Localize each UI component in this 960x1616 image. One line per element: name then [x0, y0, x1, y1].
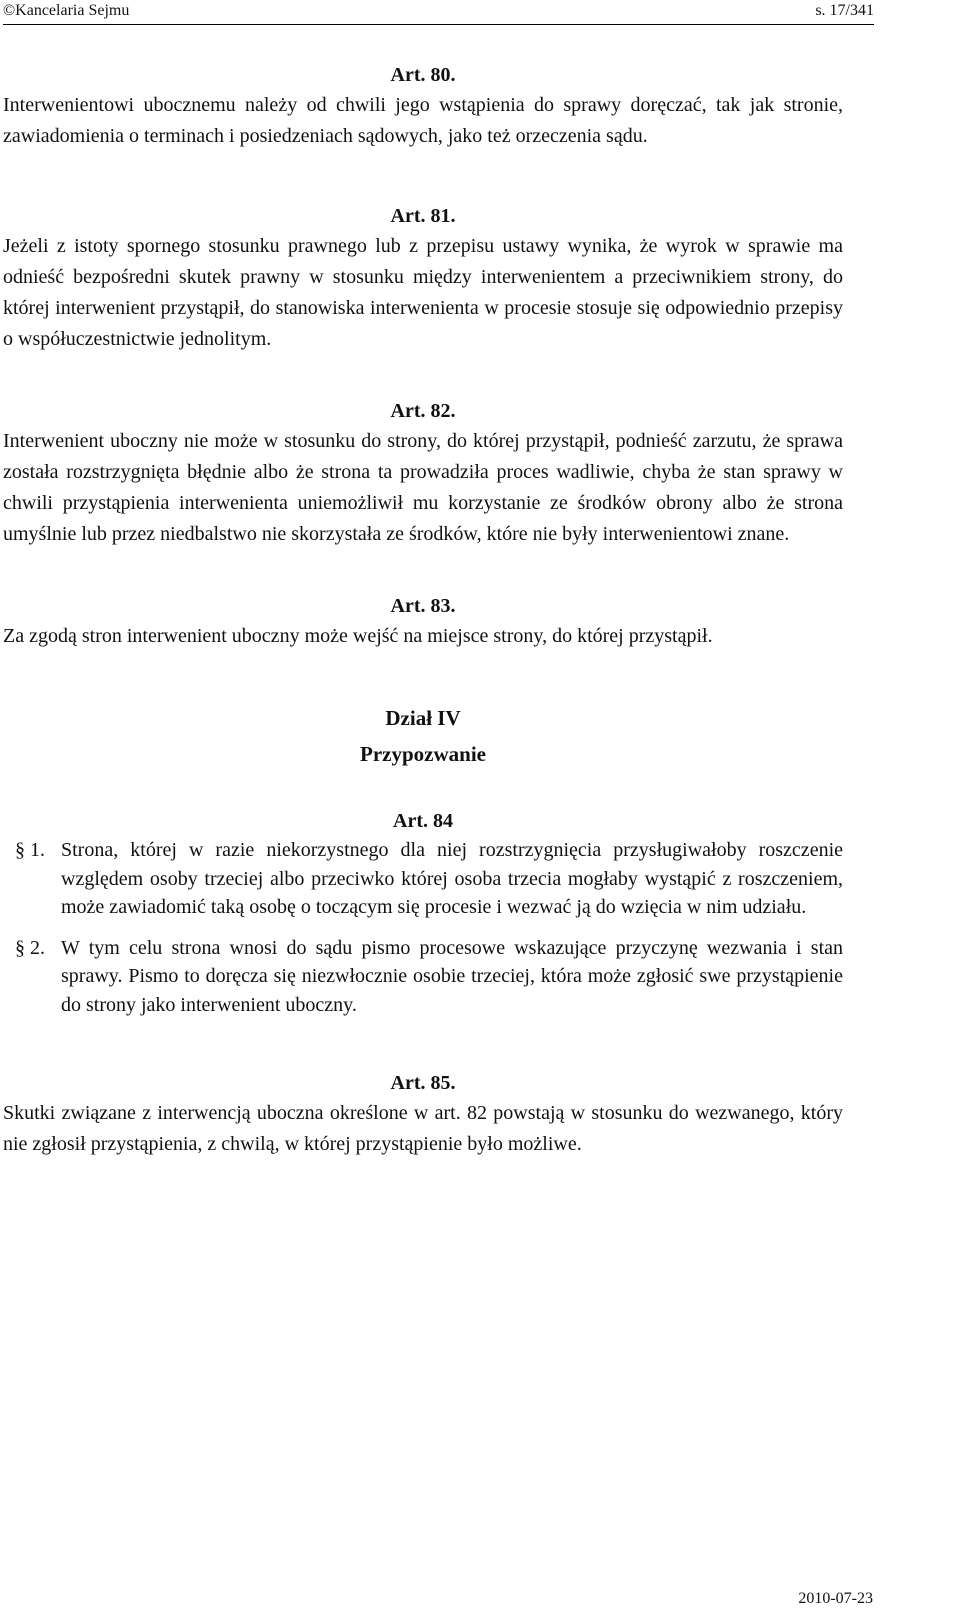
article-title: Art. 82. [390, 400, 456, 422]
header-page-number: s. 17/341 [815, 2, 874, 19]
article-85 [3, 1068, 843, 1160]
paragraph-number: § 2. [15, 936, 45, 959]
paragraph-text: W tym celu strona wnosi do sądu pismo procesowe wskazujące przyczynę wezwania i stan sprawy. Pismo to doręcza się niezwłocznie osobie trzeciej, która może zgłosić swe przystąpienie do strony jako interwenient uboczny. [61, 936, 843, 1016]
article-83 [3, 591, 843, 652]
article-text: Skutki związane z interwencją uboczna określone w art. 82 powstają w stosunku do wezwanego, który nie zgłosił przystąpienia, z chwilą, w której przystąpienie było możliwe. [3, 1102, 843, 1155]
article-text: Za zgodą stron interwenient uboczny może wejść na miejsce strony, do której przystąpił. [3, 625, 713, 647]
chapter-heading [3, 700, 843, 772]
page-header [3, 0, 874, 25]
article-title: Art. 83. [390, 595, 456, 617]
chapter-number: Dział IV [385, 706, 461, 730]
article-text: Interwenient uboczny nie może w stosunku do strony, do której przystąpił, podnieść zarzutu, że sprawa została rozstrzygnięta błędnie albo że strona ta prowadziła proces wadliwie, chyba że stan sprawy w chwili przystąpienia interwenienta uniemożliwił mu korzystanie ze środków obrony albo że strona umyślnie lub przez niedbalstwo nie skorzystała ze środków, które nie były interwenientowi znane. [3, 430, 843, 545]
article-81 [3, 201, 843, 355]
article-title: Art. 80. [390, 64, 456, 86]
article-text: Interwenientowi ubocznemu należy od chwili jego wstąpienia do sprawy doręczać, tak jak stronie, zawiadomienia o terminach i posiedzeniach sądowych, jako też orzeczenia sądu. [3, 94, 843, 147]
paragraph-number: § 1. [15, 839, 45, 861]
footer-date: 2010-07-23 [798, 1590, 873, 1607]
article-82 [3, 396, 843, 550]
article-title: Art. 85. [390, 1072, 456, 1094]
article-80 [3, 60, 843, 152]
chapter-name: Przypozwanie [360, 742, 486, 766]
article-text: Jeżeli z istoty spornego stosunku prawnego lub z przepisu ustawy wynika, że wyrok w sprawie ma odnieść bezpośredni skutek prawny w stosunku między interwenientem a przeciwnikiem strony, do której interwenient przystąpił, do stanowiska interwenienta w procesie stosuje się odpowiednio przepisy o współuczestnictwie jednolitym. [3, 235, 843, 350]
article-title: Art. 84 [393, 810, 453, 832]
header-copyright: ©Kancelaria Sejmu [3, 2, 130, 19]
article-title: Art. 81. [390, 205, 456, 227]
paragraph-item [3, 836, 843, 922]
paragraph-item [3, 934, 843, 1020]
article-84 [3, 806, 843, 1019]
document-body [3, 60, 843, 1160]
paragraph-text: Strona, której w razie niekorzystnego dla niej rozstrzygnięcia przysługiwałoby roszczenie względem osoby trzeciej albo przeciwko której osoba trzecia mogłaby wystąpić z roszczeniem, może zawiadomić taką osobę o toczącym się procesie i wezwać ją do wzięcia w nim udziału. [61, 839, 843, 918]
